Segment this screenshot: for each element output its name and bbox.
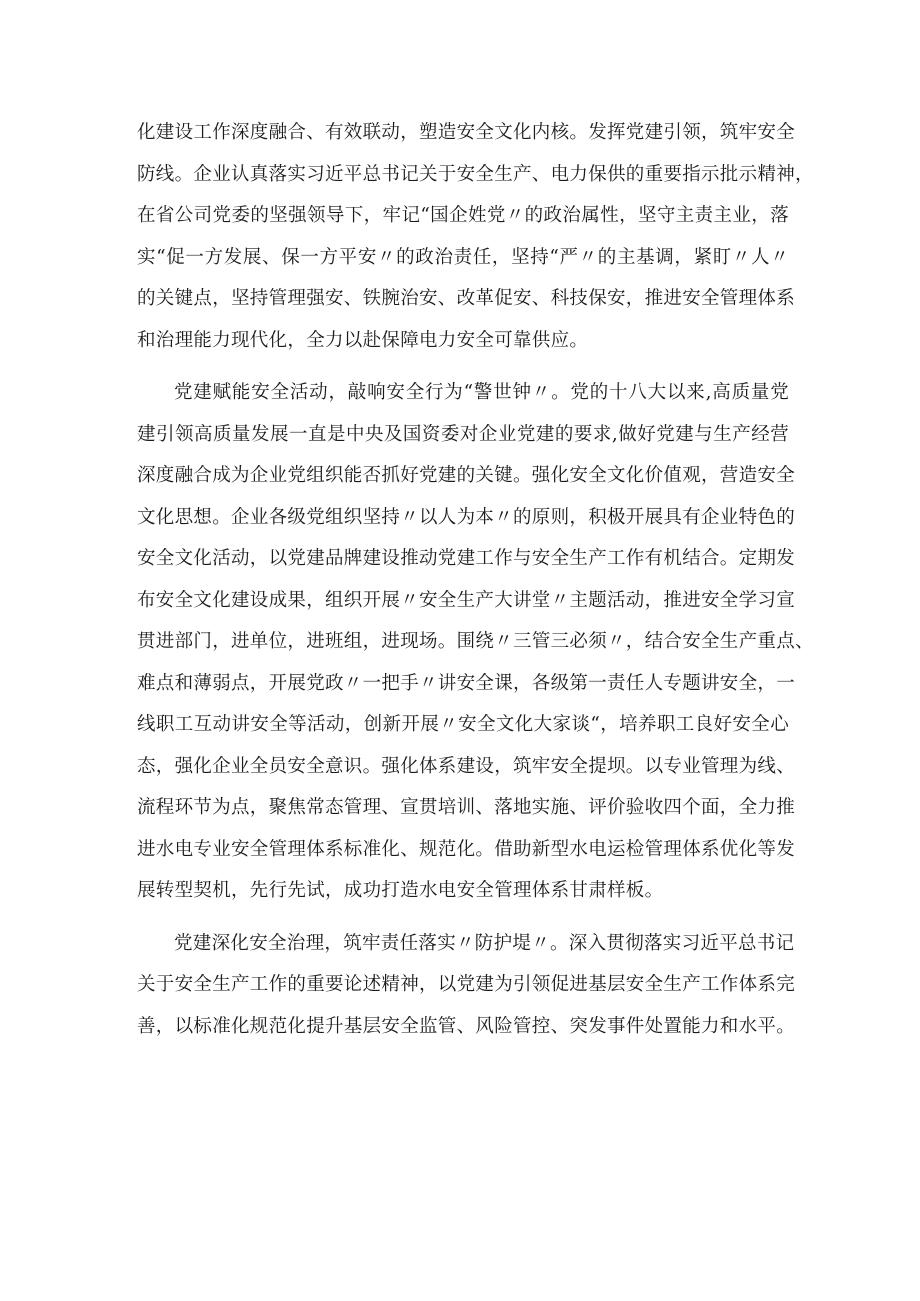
text-line: 布安全文化建设成果，组织开展〃安全生产大讲堂〃主题活动，推进安全学习宣 bbox=[137, 589, 796, 611]
text-line: 展转型契机，先行先试，成功打造水电安全管理体系甘肃样板。 bbox=[137, 880, 664, 901]
text-line: 进水电专业安全管理体系标准化、规范化。借助新型水电运检管理体系优化等发 bbox=[137, 838, 796, 860]
document-body bbox=[137, 112, 814, 1047]
paragraph-spacer bbox=[137, 912, 789, 923]
paragraph-3 bbox=[137, 923, 796, 1048]
text-line: 党建赋能安全活动，敲响安全行为“警世钟〃。党的十八大以来,高质量党 bbox=[174, 382, 789, 403]
text-line: 防线。企业认真落实习近平总书记关于安全生产、电力保供的重要指示批示精神， bbox=[137, 163, 814, 185]
paragraph-2 bbox=[137, 372, 814, 912]
text-line: 在省公司党委的坚强领导下，牢记“国企姓党〃的政治属性，坚守主责主业，落 bbox=[137, 205, 789, 226]
text-line: 善，以标准化规范化提升基层安全监管、风险管控、突发事件处置能力和水平。 bbox=[137, 1015, 796, 1037]
text-line: 文化思想。企业各级党组织坚持〃以人为本〃的原则，积极开展具有企业特色的 bbox=[137, 506, 796, 528]
text-line: 线职工互动讲安全等活动，创新开展〃安全文化大家谈“，培养职工良好安全心 bbox=[137, 714, 789, 735]
text-line: 贯进部门，进单位，进班组，进现场。围绕〃三管三必须〃，结合安全生产重点、 bbox=[137, 631, 814, 652]
text-line: 和治理能力现代化，全力以赴保障电力安全可靠供应。 bbox=[137, 329, 589, 351]
paragraph-1 bbox=[137, 112, 814, 361]
paragraph-spacer bbox=[137, 361, 789, 372]
text-line: 难点和薄弱点，开展党政〃一把手〃讲安全课，各级第一责任人专题讲安全，一 bbox=[137, 672, 796, 694]
text-line: 的关键点，坚持管理强安、铁腕治安、改革促安、科技保安，推进安全管理体系 bbox=[137, 288, 796, 309]
text-line: 流程环节为点，聚焦常态管理、宣贯培训、落地实施、评价验收四个面，全力推 bbox=[137, 797, 796, 818]
text-line: 建引领高质量发展一直是中央及国资委对企业党建的要求,做好党建与生产经营 bbox=[137, 423, 789, 445]
text-line: 党建深化安全治理，筑牢责任落实〃防护堤〃。深入贯彻落实习近平总书记 bbox=[174, 932, 795, 954]
text-line: 关于安全生产工作的重要论述精神，以党建为引领促进基层安全生产工作体系完 bbox=[137, 974, 796, 995]
text-line: 态，强化企业全员安全意识。强化体系建设，筑牢安全提坝。以专业管理为线、 bbox=[137, 755, 796, 777]
text-line: 化建设工作深度融合、有效联动，塑造安全文化内核。发挥党建引领，筑牢安全 bbox=[137, 122, 796, 143]
text-line: 深度融合成为企业党组织能否抓好党建的关键。强化安全文化价值观，营造安全 bbox=[137, 465, 796, 486]
text-line: 安全文化活动，以党建品牌建设推动党建工作与安全生产工作有机结合。定期发 bbox=[137, 548, 796, 569]
text-line: 实“促一方发展、保一方平安〃的政治责任，坚持“严〃的主基调，紧盯〃人〃 bbox=[137, 246, 789, 268]
